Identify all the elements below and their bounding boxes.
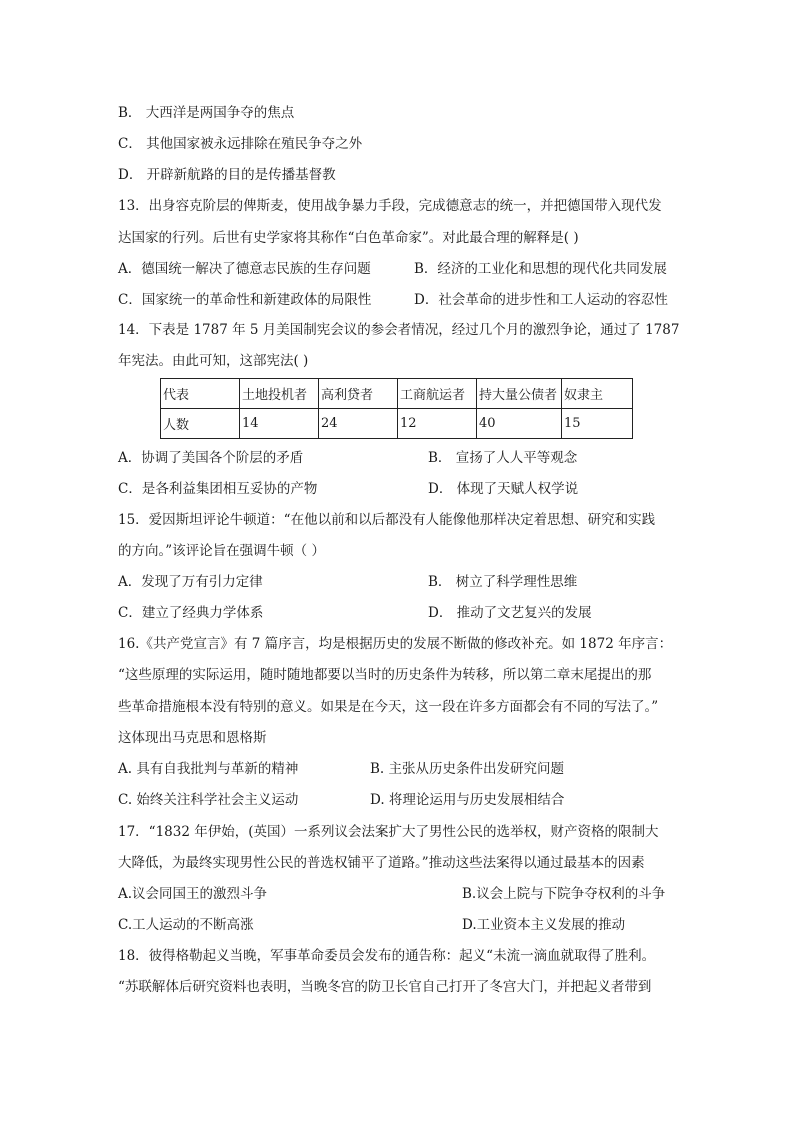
- table-header-cell: 代表: [161, 379, 240, 409]
- q15-option-c: C．建立了经典力学体系: [118, 605, 264, 621]
- q18-stem-line-2: “苏联解体后研究资料也表明，当晚冬宫的防卫长官自己打开了冬宫大门，并把起义者带到: [118, 979, 652, 995]
- q16-option-c: C. 始终关注科学社会主义运动: [118, 792, 299, 808]
- table-cell: 12: [398, 409, 477, 439]
- q12-option-d: D． 开辟新航路的目的是传播基督教: [118, 167, 336, 183]
- q16-option-b: B. 主张从历史条件出发研究问题: [370, 761, 565, 777]
- table-header-cell: 持大量公债者: [477, 379, 562, 409]
- q13-option-d: D．社会革命的进步性和工人运动的容忍性: [414, 292, 668, 308]
- q16-stem-line-4: 这体现出马克思和恩格斯: [118, 730, 267, 746]
- table-header-cell: 工商航运者: [398, 379, 477, 409]
- q17-stem-line-2: 大降低，为最终实现男性公民的普选权铺平了道路。”推动这些法案得以通过最基本的因素: [118, 855, 645, 871]
- table-header-cell: 高利贷者: [319, 379, 398, 409]
- table-cell: 14: [240, 409, 319, 439]
- q14-option-d: D． 体现了天赋人权学说: [428, 481, 579, 497]
- q15-stem-line-2: 的方向。”该评论旨在强调牛顿（ ）: [118, 543, 325, 559]
- q14-option-a: A．协调了美国各个阶层的矛盾: [118, 450, 304, 466]
- q15-option-d: D． 推动了文艺复兴的发展: [428, 605, 592, 621]
- q13-option-b: B．经济的工业化和思想的现代化共同发展: [414, 261, 667, 277]
- q17-stem-line-1: 17．“1832 年伊始，(英国）一系列议会法案扩大了男性公民的选举权，财产资格的限制大: [118, 824, 659, 840]
- q15-option-a: A．发现了万有引力定律: [118, 574, 263, 590]
- q12-option-b: B． 大西洋是两国争夺的焦点: [118, 105, 295, 121]
- q14-option-c: C．是各利益集团相互妥协的产物: [118, 481, 318, 497]
- q14-stem-line-1: 14．下表是 1787 年 5 月美国制宪会议的参会者情况，经过几个月的激烈争论，通过了 1787: [118, 322, 680, 338]
- table-row: [161, 409, 633, 439]
- q18-stem-line-1: 18．彼得格勒起义当晚，军事革命委员会发布的通告称：起义“未流一滴血就取得了胜利。: [118, 948, 656, 964]
- table-header-row: [161, 379, 633, 409]
- q14-delegates-table: [160, 378, 633, 439]
- q17-option-b: B.议会上院与下院争夺权利的斗争: [462, 886, 666, 902]
- table-cell: 人数: [161, 409, 240, 439]
- q17-option-a: A.议会同国王的激烈斗争: [118, 886, 268, 902]
- table-cell: 24: [319, 409, 398, 439]
- q13-option-c: C．国家统一的革命性和新建政体的局限性: [118, 292, 372, 308]
- q13-stem-line-2: 达国家的行列。后世有史学家将其称作“白色革命家”。对此最合理的解释是( ): [118, 230, 579, 246]
- q16-option-d: D. 将理论运用与历史发展相结合: [370, 792, 565, 808]
- q17-option-c: C.工人运动的不断高涨: [118, 917, 254, 933]
- q14-option-b: B． 宣扬了人人平等观念: [428, 450, 578, 466]
- q17-option-d: D.工业资本主义发展的推动: [462, 917, 626, 933]
- table-cell: 40: [477, 409, 562, 439]
- table-cell: 15: [562, 409, 633, 439]
- q14-stem-line-2: 年宪法。由此可知，这部宪法( ): [118, 353, 309, 369]
- q16-option-a: A. 具有自我批判与革新的精神: [118, 761, 299, 777]
- q15-option-b: B． 树立了科学理性思维: [428, 574, 578, 590]
- q13-option-a: A．德国统一解决了德意志民族的生存问题: [118, 261, 371, 277]
- table-header-cell: 奴隶主: [562, 379, 633, 409]
- q13-stem-line-1: 13．出身容克阶层的俾斯麦，使用战争暴力手段，完成德意志的统一，并把德国带入现代发: [118, 198, 662, 214]
- q16-stem-line-2: “这些原理的实际运用，随时随地都要以当时的历史条件为转移，所以第二章末尾提出的那: [118, 667, 652, 683]
- q16-stem-line-3: 些革命措施根本没有特别的意义。如果是在今天，这一段在许多方面都会有不同的写法了。”: [118, 699, 659, 715]
- q12-option-c: C． 其他国家被永远排除在殖民争夺之外: [118, 136, 363, 152]
- q15-stem-line-1: 15．爱因斯坦评论牛顿道：“在他以前和以后都没有人能像他那样决定着思想、研究和实践: [118, 512, 656, 528]
- q16-stem-line-1: 16.《共产党宣言》有 7 篇序言，均是根据历史的发展不断做的修改补充。如 1872 年序言：: [118, 636, 673, 652]
- table-header-cell: 土地投机者: [240, 379, 319, 409]
